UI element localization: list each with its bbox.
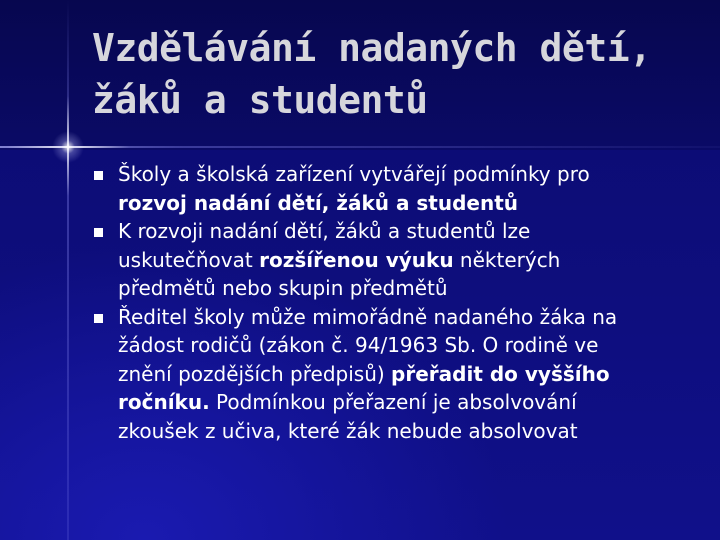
bullet-text-bold: rozvoj nadání dětí, žáků a studentů: [118, 190, 519, 215]
square-bullet-icon: [94, 228, 103, 237]
bullet-line: [118, 331, 702, 360]
bullet-line: [118, 160, 702, 189]
bullet-text: znění pozdějších předpisů): [118, 361, 392, 386]
bullet-line: [118, 189, 702, 218]
bullet-text: K rozvoji nadání dětí, žáků a studentů lze: [118, 219, 531, 243]
bullet-line: [118, 246, 702, 275]
bullet-line: [118, 360, 702, 389]
slide-title: [92, 22, 702, 126]
title-line-1: Vzdělávání nadaných dětí,: [92, 26, 652, 70]
bullet-item: [92, 160, 702, 217]
vertical-divider-line: [67, 0, 69, 540]
bullet-item: [92, 217, 702, 303]
bullet-text: zkoušek z učiva, které žák nebude absolvovat: [118, 418, 578, 443]
bullet-text-bold: ročníku.: [118, 390, 210, 414]
bullet-text-bold: přeřadit do vyššího: [391, 361, 610, 386]
bullet-text: Podmínkou přeřazení je absolvování: [209, 390, 577, 414]
bullet-line: [118, 388, 702, 417]
bullet-list: [92, 160, 702, 445]
bullet-text-bold: rozšířenou výuku: [259, 247, 454, 272]
bullet-text: Školy a školská zařízení vytvářejí podmínky pro: [118, 162, 590, 186]
bullet-text: některých: [453, 247, 561, 272]
title-line-2: žáků a studentů: [92, 78, 428, 122]
bullet-item: [92, 303, 702, 446]
bullet-text: žádost rodičů (zákon č. 94/1963 Sb. O rodině ve: [118, 333, 599, 357]
bullet-line: [118, 303, 702, 332]
bullet-line: [118, 217, 702, 246]
bullet-line: [118, 274, 702, 303]
bullet-line: [118, 417, 702, 446]
bullet-text: předmětů nebo skupin předmětů: [118, 276, 448, 300]
bullet-text: uskutečňovat: [118, 247, 260, 272]
square-bullet-icon: [94, 171, 103, 180]
crosshair-glow-icon: [52, 131, 84, 163]
bullet-text: Ředitel školy může mimořádně nadaného žáka na: [118, 304, 618, 329]
square-bullet-icon: [94, 314, 103, 323]
